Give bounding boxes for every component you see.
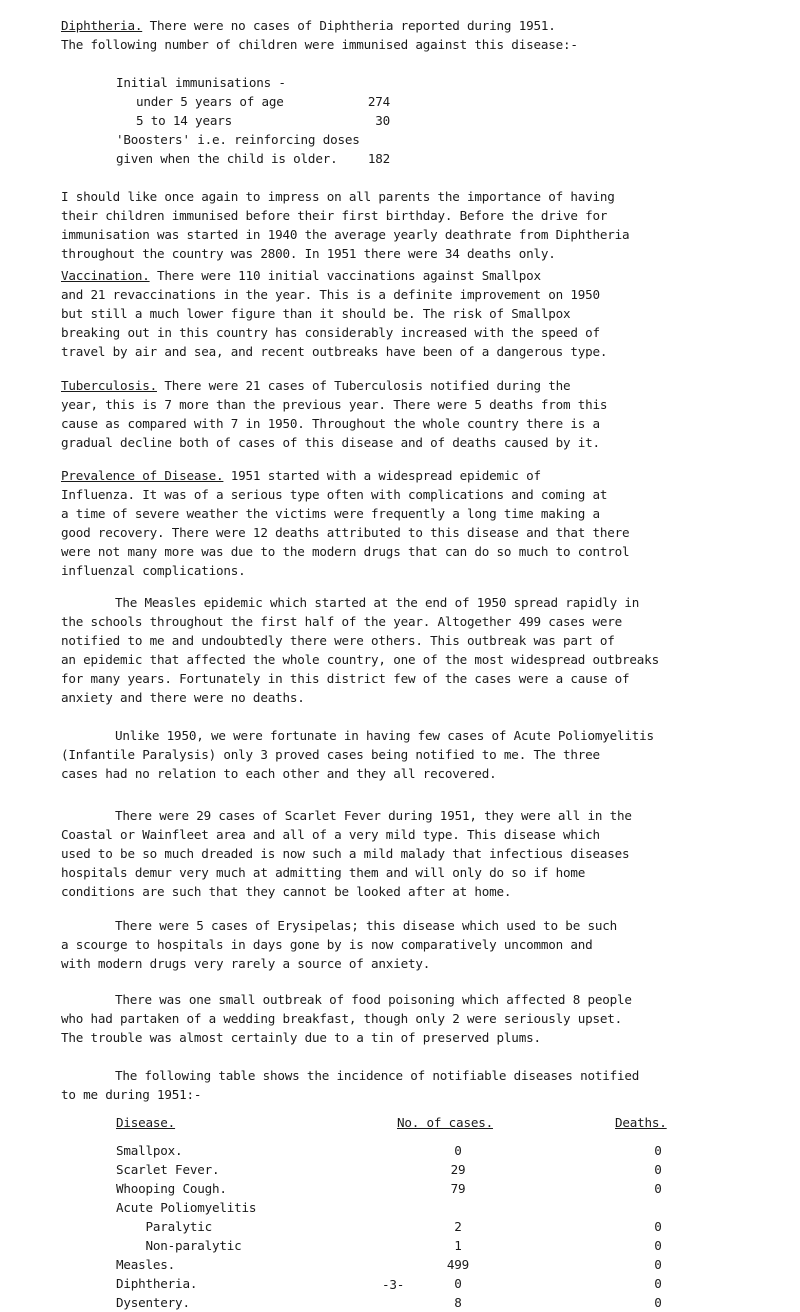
tuberculosis-text: There were 21 cases of Tuberculosis notified during the year, this is 7 more than the previous year. There were 5 deaths from this cause as compared with 7 in 1950. Throughout the whole country there is a gradual decline both of cases of this disease and of deaths caused by it. xyxy=(61,378,608,450)
table-header-disease: Disease. xyxy=(116,1115,176,1130)
table-cell-deaths: 0 xyxy=(654,1295,662,1310)
table-cell-cases: 0 xyxy=(454,1276,462,1291)
table-intro-paragraph: The following table shows the incidence of notifiable diseases notified to me during 1951:- xyxy=(61,1068,640,1102)
immunisation-row-value: 30 xyxy=(375,113,390,128)
table-header-deaths: Deaths. xyxy=(615,1115,667,1130)
immunisation-row-label: 5 to 14 years xyxy=(136,113,232,128)
boosters-label: 'Boosters' i.e. reinforcing doses xyxy=(116,132,360,147)
table-cell-deaths: 0 xyxy=(654,1143,662,1158)
erysipelas-paragraph: There were 5 cases of Erysipelas; this disease which used to be such a scourge to hospitals in days gone by is now comparatively uncommon and with modern drugs very rarely a source of anxiety. xyxy=(61,918,617,971)
table-cell-deaths: 0 xyxy=(654,1219,662,1234)
table-cell-disease: Whooping Cough. xyxy=(116,1181,227,1196)
measles-paragraph: The Measles epidemic which started at the end of 1950 spread rapidly in the schools throughout the first half of the year. Altogether 499 cases were notified to me and undoubtedly there were others. This outbreak was part of an epidemic that affected the whole country, one of the most widespread outbreaks for many years. Fortunately in this district few of the cases were a cause of anxiety and there were no deaths. xyxy=(61,595,659,705)
tuberculosis-paragraph xyxy=(61,376,796,452)
diphtheria-text-1: There were no cases of Diphtheria reported during 1951. xyxy=(149,18,556,33)
diphtheria-paragraph xyxy=(61,16,796,54)
prevalence-heading: Prevalence of Disease. xyxy=(61,468,224,483)
table-cell-deaths: 0 xyxy=(654,1238,662,1253)
immunisation-title: Initial immunisations - xyxy=(116,75,286,90)
immunisation-row-label: under 5 years of age xyxy=(136,94,284,109)
table-header-cases: No. of cases. xyxy=(397,1115,493,1130)
immunisation-row-value: 274 xyxy=(367,94,390,109)
table-cell-cases: 79 xyxy=(450,1181,466,1196)
table-cell-cases: 29 xyxy=(450,1162,466,1177)
table-cell-cases: 499 xyxy=(446,1257,470,1272)
prevalence-paragraph xyxy=(61,466,796,580)
table-cell-disease: Measles. xyxy=(116,1257,176,1272)
prevalence-text: 1951 started with a widespread epidemic of Influenza. It was of a serious type often with complications and coming at a time of severe weather the victims were frequently a long time making a good recovery. There were 12 deaths attributed to this disease and that there were not many more was due to the modern drugs that can do so much to control influenzal complications. xyxy=(61,468,630,578)
diphtheria-text-2: The following number of children were immunised against this disease:- xyxy=(61,37,578,52)
table-cell-disease: Diphtheria. xyxy=(116,1276,198,1291)
boosters-label-2: given when the child is older. xyxy=(116,151,338,166)
table-cell-cases: 1 xyxy=(454,1238,462,1253)
table-cell-disease: Acute Poliomyelitis xyxy=(116,1200,257,1215)
table-cell-disease: Paralytic xyxy=(116,1219,212,1234)
food-poisoning-paragraph: There was one small outbreak of food poisoning which affected 8 people who had partaken of a wedding breakfast, though only 2 were seriously upset. The trouble was almost certainly due to a tin of preserved plums. xyxy=(61,992,632,1045)
page-number: -3- xyxy=(382,1277,405,1292)
table-cell-deaths: 0 xyxy=(654,1181,662,1196)
diphtheria-heading: Diphtheria. xyxy=(61,18,143,33)
polio-paragraph: Unlike 1950, we were fortunate in having few cases of Acute Poliomyelitis (Infantile Paralysis) only 3 proved cases being notified to me. The three cases had no relation to each other and they all recovered. xyxy=(61,728,654,781)
vaccination-heading: Vaccination. xyxy=(61,268,150,283)
boosters-value: 182 xyxy=(367,151,390,166)
scarlet-fever-paragraph: There were 29 cases of Scarlet Fever during 1951, they were all in the Coastal or Wainfleet area and all of a very mild type. This disease which used to be so much dreaded is now such a mild malady that infectious diseases hospitals demur very much at admitting them and will only do so if home conditions are such that they cannot be looked after at home. xyxy=(61,808,632,899)
table-cell-disease: Dysentery. xyxy=(116,1295,190,1310)
table-cell-cases: 2 xyxy=(454,1219,462,1234)
table-cell-cases: 0 xyxy=(454,1143,462,1158)
vaccination-text: There were 110 initial vaccinations against Smallpox and 21 revaccinations in the year. This is a definite improvement on 1950 but still a much lower figure than it should be. The risk of Smallpox breaking out in this country has considerably increased with the speed of travel by air and sea, and recent outbreaks have been of a dangerous type. xyxy=(61,268,608,359)
tuberculosis-heading: Tuberculosis. xyxy=(61,378,157,393)
vaccination-paragraph xyxy=(61,266,796,361)
table-cell-deaths: 0 xyxy=(654,1276,662,1291)
table-cell-deaths: 0 xyxy=(654,1162,662,1177)
immunise-appeal-paragraph: I should like once again to impress on all parents the importance of having their children immunised before their first birthday. Before the drive for immunisation was started in 1940 the average yearly deathrate from Diphtheria throughout the country was 2800. In 1951 there were 34 deaths only. xyxy=(61,189,630,261)
table-cell-disease: Scarlet Fever. xyxy=(116,1162,220,1177)
table-cell-disease: Smallpox. xyxy=(116,1143,183,1158)
table-cell-cases: 8 xyxy=(454,1295,462,1310)
table-cell-disease: Non-paralytic xyxy=(116,1238,242,1253)
table-cell-deaths: 0 xyxy=(654,1257,662,1272)
